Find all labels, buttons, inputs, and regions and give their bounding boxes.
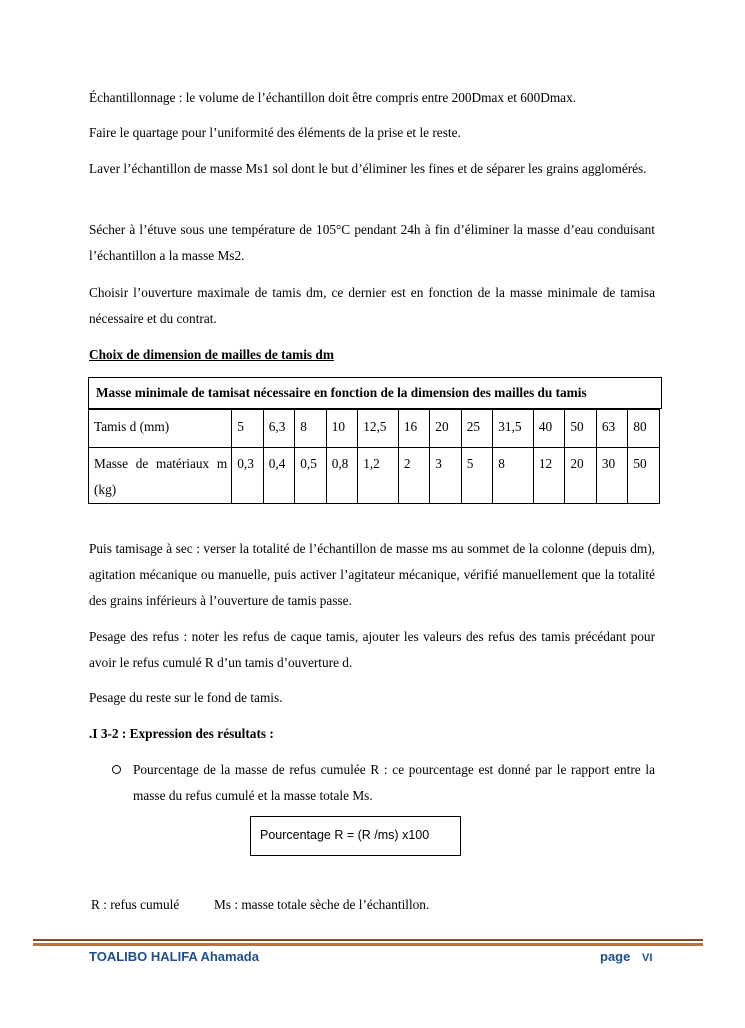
paragraph-quartering: Faire le quartage pour l’uniformité des éléments de la prise et le reste. <box>89 125 461 140</box>
table-cell: 2 <box>398 448 429 504</box>
table-row-mass <box>89 448 660 504</box>
section-title: Choix de dimension de mailles de tamis dm <box>89 347 334 362</box>
table-grid <box>88 409 660 504</box>
table-cell: 5 <box>461 448 492 504</box>
table-cell: 40 <box>533 410 564 448</box>
legend-r: R : refus cumulé <box>91 897 180 912</box>
table-cell: 12 <box>533 448 564 504</box>
table-cell: 25 <box>461 410 492 448</box>
sieve-table <box>88 377 660 504</box>
table-cell: 80 <box>628 410 660 448</box>
table-row-sieve <box>89 410 660 448</box>
table-cell: 0,8 <box>326 448 357 504</box>
table-cell: 1,2 <box>358 448 399 504</box>
table-cell: 20 <box>565 448 596 504</box>
footer-author: TOALIBO HALIFA Ahamada <box>89 949 259 964</box>
table-cell: 5 <box>232 410 263 448</box>
table-cell: 10 <box>326 410 357 448</box>
bullet-text: Pourcentage de la masse de refus cumulée R : ce pourcentage est donné par le rapport entre la masse du refus cumulé et la masse totale Ms. <box>133 762 655 803</box>
paragraph-dry-sieving: Puis tamisage à sec : verser la totalité de l’échantillon de masse ms au sommet de la colonne (depuis dm), agitation mécanique ou manuelle, puis activer l’agitateur mécanique, vérifié manuellement que la totalité des grains inférieurs à l’ouverture de tamis passe. <box>89 541 655 608</box>
legend-ms: Ms : masse totale sèche de l’échantillon. <box>214 897 430 912</box>
table-cell: 8 <box>295 410 326 448</box>
paragraph-sampling: Échantillonnage : le volume de l’échantillon doit être compris entre 200Dmax et 600Dmax. <box>89 90 577 105</box>
table-cell: 3 <box>430 448 461 504</box>
paragraph-washing: Laver l’échantillon de masse Ms1 sol dont le but d’éliminer les fines et de séparer les grains agglomérés. <box>89 161 647 176</box>
paragraph-weighing-rest: Pesage du reste sur le fond de tamis. <box>89 690 283 705</box>
footer-page-number: VI <box>642 952 653 964</box>
footer-rule-dark <box>33 939 703 941</box>
table-cell: 12,5 <box>358 410 399 448</box>
paragraph-drying: Sécher à l’étuve sous une température de 105°C pendant 24h à fin d’éliminer la masse d’eau conduisant l’échantillon a la masse Ms2. <box>89 222 655 263</box>
table-cell: 63 <box>596 410 627 448</box>
table-cell: 6,3 <box>263 410 294 448</box>
table-title: Masse minimale de tamisat nécessaire en fonction de la dimension des mailles du tamis <box>88 377 662 409</box>
row-label-sieve: Tamis d (mm) <box>89 410 232 448</box>
table-cell: 20 <box>430 410 461 448</box>
footer-rule-light <box>33 943 703 946</box>
table-cell: 16 <box>398 410 429 448</box>
paragraph-sieve-choice: Choisir l’ouverture maximale de tamis dm, ce dernier est en fonction de la masse minimale de tamisa nécessaire et du contrat. <box>89 285 655 326</box>
table-cell: 0,3 <box>232 448 263 504</box>
table-cell: 8 <box>493 448 534 504</box>
table-cell: 30 <box>596 448 627 504</box>
footer-page-label: page <box>600 949 631 964</box>
table-cell: 50 <box>628 448 660 504</box>
paragraph-weighing-refusals: Pesage des refus : noter les refus de caque tamis, ajouter les valeurs des refus des tamis précédant pour avoir le refus cumulé R d’un tamis d’ouverture d. <box>89 629 655 670</box>
table-cell: 0,5 <box>295 448 326 504</box>
table-cell: 0,4 <box>263 448 294 504</box>
circle-bullet-icon <box>112 765 121 774</box>
results-heading: .I 3-2 : Expression des résultats : <box>89 726 274 741</box>
table-cell: 50 <box>565 410 596 448</box>
table-cell: 31,5 <box>493 410 534 448</box>
formula-box: Pourcentage R = (R /ms) x100 <box>250 816 461 856</box>
row-label-mass: Masse de matériaux m (kg) <box>89 448 232 504</box>
